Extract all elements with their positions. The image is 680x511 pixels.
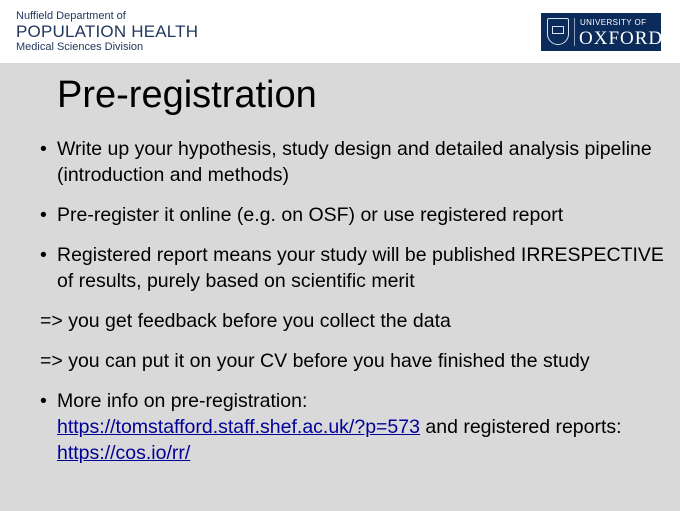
bullet-item-more-info xyxy=(40,388,670,466)
bullet-icon: • xyxy=(40,244,47,266)
department-line2: POPULATION HEALTH xyxy=(16,22,199,41)
oxford-logo-line2: OXFORD xyxy=(579,28,664,49)
arrow-item-cv: => you can put it on your CV before you have finished the study xyxy=(40,350,590,372)
logo-divider xyxy=(574,18,575,46)
department-line3: Medical Sciences Division xyxy=(16,41,144,53)
more-info-middle: and registered reports: xyxy=(425,416,622,438)
slide-title: Pre-registration xyxy=(57,74,317,116)
slide-body xyxy=(40,136,670,466)
oxford-logo-line1: UNIVERSITY OF xyxy=(580,18,647,27)
oxford-logo xyxy=(541,13,664,51)
bullet-text: Registered report means your study will be published IRRESPECTIVE of results, purely based on scientific merit xyxy=(57,244,664,292)
oxford-crest-icon xyxy=(547,18,569,45)
registered-reports-link[interactable]: https://cos.io/rr/ xyxy=(57,442,191,464)
bullet-item-registered-report xyxy=(40,242,670,294)
preregistration-link[interactable]: https://tomstafford.staff.shef.ac.uk/?p=573 xyxy=(57,416,420,438)
bullet-text: Pre-register it online (e.g. on OSF) or use registered report xyxy=(57,204,564,226)
arrow-item-feedback: => you get feedback before you collect the data xyxy=(40,310,451,332)
bullet-icon: • xyxy=(40,138,47,160)
bullet-item-hypothesis xyxy=(40,136,670,188)
department-logo xyxy=(16,10,198,53)
bullet-icon: • xyxy=(40,204,47,226)
more-info-prefix: More info on pre-registration: xyxy=(57,390,308,412)
bullet-icon: • xyxy=(40,390,47,412)
slide-content xyxy=(0,63,680,511)
bullet-text: Write up your hypothesis, study design and detailed analysis pipeline (introduction and methods) xyxy=(57,138,652,186)
header-bar xyxy=(0,0,680,63)
bullet-item-preregister xyxy=(40,202,670,228)
department-line1: Nuffield Department of xyxy=(16,10,126,22)
